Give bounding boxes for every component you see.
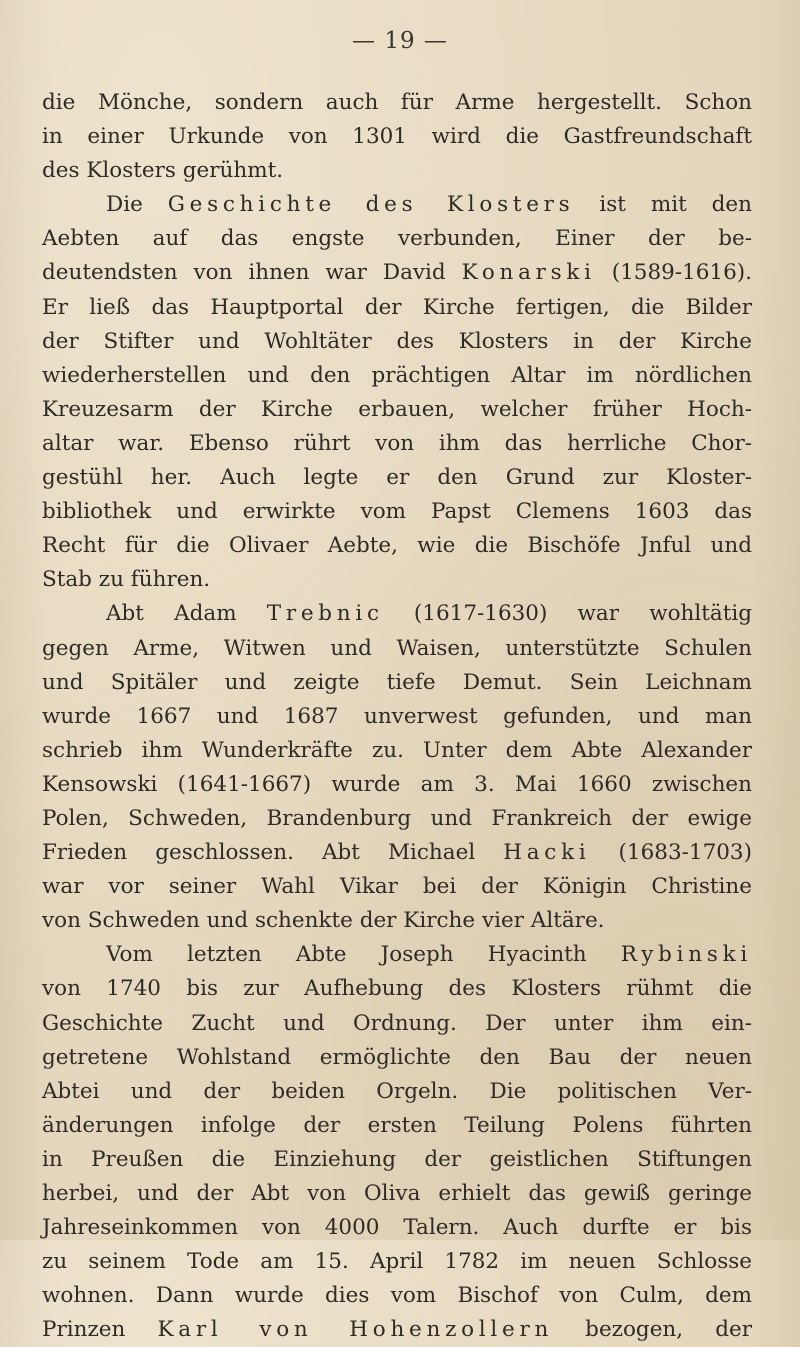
- text-line: [42, 836, 752, 870]
- text-line: [42, 1075, 752, 1109]
- text-line: [42, 495, 752, 529]
- text-segment: von 1740 bis zur Aufhebung des Klosters rühmt die: [42, 976, 752, 1002]
- text-segment: zu seinem Tode am 15. April 1782 im neuen Schlosse: [42, 1249, 752, 1275]
- text-line: [42, 972, 752, 1006]
- text-segment: gestühl her. Auch legte er den Grund zur Kloster-: [42, 465, 752, 491]
- text-line: [42, 393, 752, 427]
- text-line: [42, 938, 752, 972]
- text-segment: Recht für die Olivaer Aebte, wie die Bischöfe Jnful und: [42, 533, 752, 559]
- text-segment: wurde 1667 und 1687 unverwest gefunden, und man: [42, 703, 752, 729]
- text-line: [42, 188, 752, 222]
- text-segment: von Schweden und schenkte der Kirche vier Altäre.: [42, 908, 605, 934]
- text-segment: und Spitäler und zeigte tiefe Demut. Sein Leichnam: [42, 669, 752, 695]
- text-segment: Die: [106, 192, 168, 218]
- text-line: [42, 291, 752, 325]
- text-segment: Geschichte Zucht und Ordnung. Der unter ihm ein-: [42, 1010, 752, 1036]
- text-segment: deutendsten von ihnen war David: [42, 260, 462, 286]
- text-line: [42, 1007, 752, 1041]
- text-segment: Polen, Schweden, Brandenburg und Frankreich der ewige: [42, 805, 752, 831]
- text-segment: der Stifter und Wohltäter des Klosters in der Kirche: [42, 328, 752, 354]
- text-segment: (1617-1630) war wohltätig: [383, 601, 752, 627]
- text-line: [42, 529, 752, 563]
- text-segment: in einer Urkunde von 1301 wird die Gastfreundschaft: [42, 124, 752, 150]
- spaced-emphasis: Trebnic: [266, 601, 384, 627]
- text-line: [42, 1313, 752, 1347]
- text-line: [42, 359, 752, 393]
- text-line: [42, 120, 752, 154]
- text-segment: bibliothek und erwirkte vom Papst Clemens 1603 das: [42, 499, 752, 525]
- text-segment: herbei, und der Abt von Oliva erhielt das gewiß geringe: [42, 1181, 752, 1206]
- text-segment: Kensowski (1641-1667) wurde am 3. Mai 1660 zwischen: [42, 771, 752, 797]
- text-segment: ist mit den: [574, 192, 752, 218]
- text-segment: Er ließ das Hauptportal der Kirche fertigen, die Bilder: [42, 294, 752, 320]
- text-segment: getretene Wohlstand ermöglichte den Bau der neuen: [42, 1044, 752, 1070]
- text-line: [42, 870, 752, 904]
- text-segment: Abtei und der beiden Orgeln. Die politischen Ver-: [42, 1078, 752, 1104]
- text-segment: bezogen, der: [553, 1317, 752, 1343]
- text-line: [42, 154, 752, 188]
- text-segment: war vor seiner Wahl Vikar bei der Königin Christine: [42, 874, 752, 900]
- text-line: [42, 461, 752, 495]
- page-number: — 19 —: [352, 28, 448, 54]
- text-line: [42, 666, 752, 700]
- text-line: [42, 563, 752, 597]
- text-segment: Aebten auf das engste verbunden, Einer der be-: [42, 226, 752, 252]
- spaced-emphasis: Geschichte des Klosters: [167, 192, 575, 218]
- text-segment: (1683-1703): [590, 840, 753, 866]
- body-text: [42, 86, 752, 1347]
- text-line: [42, 734, 752, 768]
- text-segment: des Klosters gerühmt.: [42, 158, 284, 184]
- spaced-emphasis: Konarski: [461, 260, 596, 286]
- text-line: [42, 1041, 752, 1075]
- text-segment: wohnen. Dann wurde dies vom Bischof von Culm, dem: [42, 1283, 752, 1309]
- text-line: [42, 597, 752, 631]
- spaced-emphasis: Karl von Hohenzollern: [157, 1317, 554, 1343]
- text-segment: (1589-1616).: [595, 260, 752, 286]
- text-segment: die Mönche, sondern auch für Arme hergestellt. Schon: [42, 90, 752, 115]
- text-line: [42, 1211, 752, 1245]
- text-segment: Abt Adam: [106, 601, 267, 627]
- text-segment: schrieb ihm Wunderkräfte zu. Unter dem Abte Alexander: [42, 737, 752, 763]
- spaced-emphasis: Hacki: [503, 840, 591, 866]
- text-line: [42, 904, 752, 938]
- text-segment: Jahreseinkommen von 4000 Talern. Auch durfte er bis: [42, 1215, 752, 1241]
- text-line: [42, 700, 752, 734]
- text-segment: änderungen infolge der ersten Teilung Polens führten: [42, 1112, 752, 1138]
- text-segment: Vom letzten Abte Joseph Hyacinth: [106, 942, 621, 968]
- text-line: [42, 1109, 752, 1143]
- text-segment: Frieden geschlossen. Abt Michael: [42, 840, 504, 866]
- text-segment: altar war. Ebenso rührt von ihm das herrliche Chor-: [42, 430, 752, 456]
- text-line: [42, 768, 752, 802]
- text-segment: Kreuzesarm der Kirche erbauen, welcher früher Hoch-: [42, 396, 752, 422]
- text-segment: gegen Arme, Witwen und Waisen, unterstützte Schulen: [42, 635, 752, 661]
- text-line: [42, 632, 752, 666]
- text-line: [42, 427, 752, 461]
- text-segment: wiederherstellen und den prächtigen Altar im nördlichen: [42, 362, 752, 388]
- text-line: [42, 802, 752, 836]
- spaced-emphasis: Rybinski: [620, 942, 752, 968]
- text-line: [42, 86, 752, 120]
- text-segment: Stab zu führen.: [42, 567, 211, 593]
- text-line: [42, 1177, 752, 1211]
- text-line: [42, 222, 752, 256]
- text-line: [42, 1279, 752, 1313]
- text-line: [42, 1143, 752, 1177]
- text-line: [42, 256, 752, 290]
- text-segment: in Preußen die Einziehung der geistlichen Stiftungen: [42, 1146, 752, 1172]
- text-segment: Prinzen: [42, 1317, 158, 1343]
- text-line: [42, 1245, 752, 1279]
- text-line: [42, 325, 752, 359]
